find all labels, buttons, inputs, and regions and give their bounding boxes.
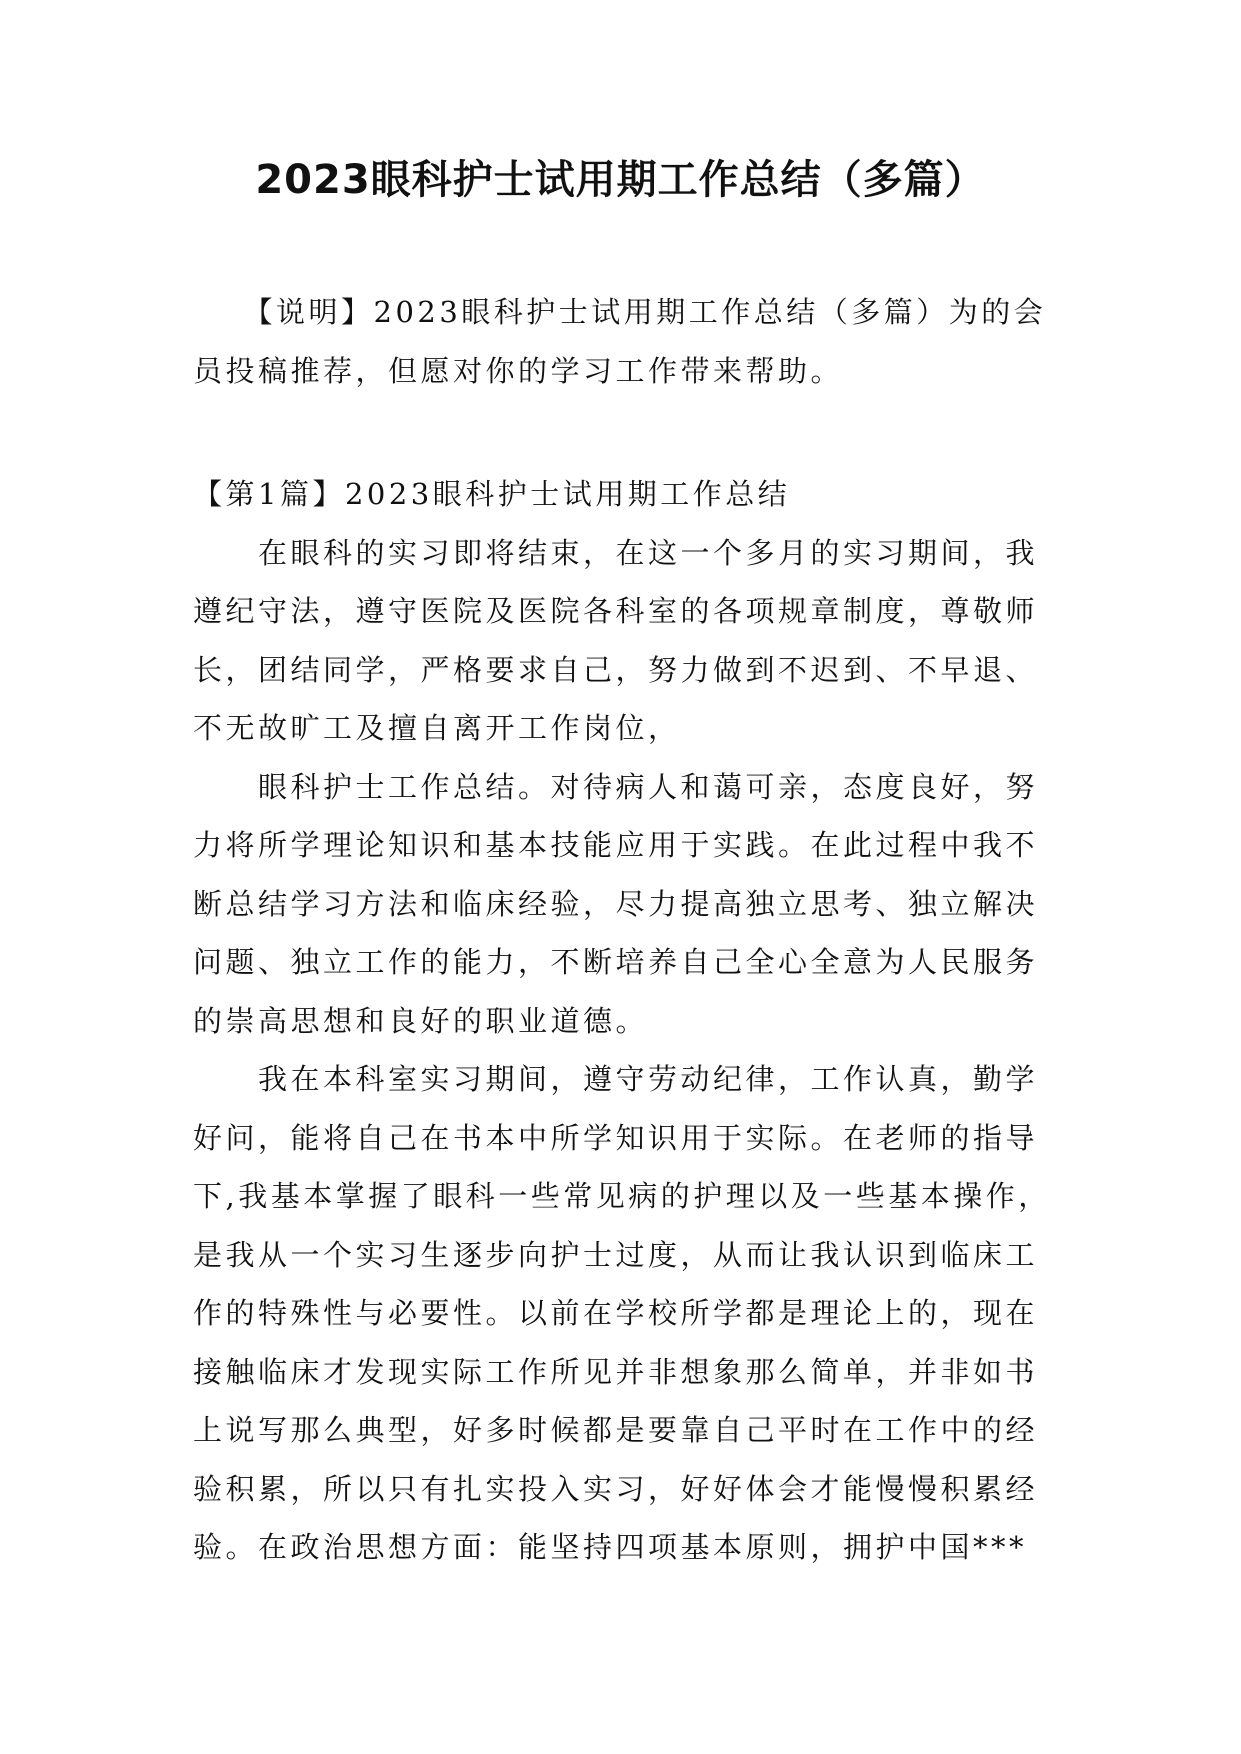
text-line: 遵纪守法，遵守医院及医院各科室的各项规章制度，尊敬师 (193, 594, 1039, 628)
text-line: 我在本科室实习期间，遵守劳动纪律，工作认真，勤学 (193, 1062, 1039, 1096)
intro-paragraph (193, 283, 1048, 400)
text-line: 问题、独立工作的能力，不断培养自己全心全意为人民服务 (193, 945, 1039, 979)
text-line: 在眼科的实习即将结束，在这一个多月的实习期间，我 (193, 535, 1039, 570)
text-line: 下,我基本掌握了眼科一些常见病的护理以及一些基本操作， (193, 1179, 1051, 1213)
text-line: 力将所学理论知识和基本技能应用于实践。在此过程中我不 (193, 828, 1039, 862)
document-title: 2023眼科护士试用期工作总结（多篇） (255, 157, 986, 203)
text-line: 眼科护士工作总结。对待病人和蔼可亲，态度良好，努 (193, 769, 1039, 804)
text-line: 是我从一个实习生逐步向护士过度，从而让我认识到临床工 (193, 1237, 1039, 1272)
text-line: 的崇高思想和良好的职业道德。 (193, 1003, 649, 1038)
text-line: 不无故旷工及擅自离开工作岗位， (193, 711, 681, 745)
text-line: 长，团结同学，严格要求自己，努力做到不迟到、不早退、 (193, 652, 1039, 687)
text-line: 【说明】2023眼科护士试用期工作总结（多篇）为的会 (193, 295, 1047, 329)
text-line: 好问，能将自己在书本中所学知识用于实际。在老师的指导 (193, 1120, 1039, 1155)
text-line: 作的特殊性与必要性。以前在学校所学都是理论上的，现在 (193, 1296, 1039, 1330)
text-line: 接触临床才发现实际工作所见并非想象那么简单，并非如书 (193, 1354, 1039, 1389)
section-1 (193, 465, 1051, 1577)
text-line: 员投稿推荐，但愿对你的学习工作带来帮助。 (193, 353, 844, 388)
text-line: 验积累，所以只有扎实投入实习，好好体会才能慢慢积累经 (193, 1471, 1039, 1506)
text-line: 上说写那么典型，好多时候都是要靠自己平时在工作中的经 (193, 1413, 1039, 1447)
text-line: 断总结学习方法和临床经验，尽力提高独立思考、独立解决 (193, 886, 1039, 921)
section-heading: 【第1篇】2023眼科护士试用期工作总结 (193, 477, 791, 511)
text-line: 验。在政治思想方面：能坚持四项基本原则，拥护中国*** (193, 1530, 1028, 1564)
